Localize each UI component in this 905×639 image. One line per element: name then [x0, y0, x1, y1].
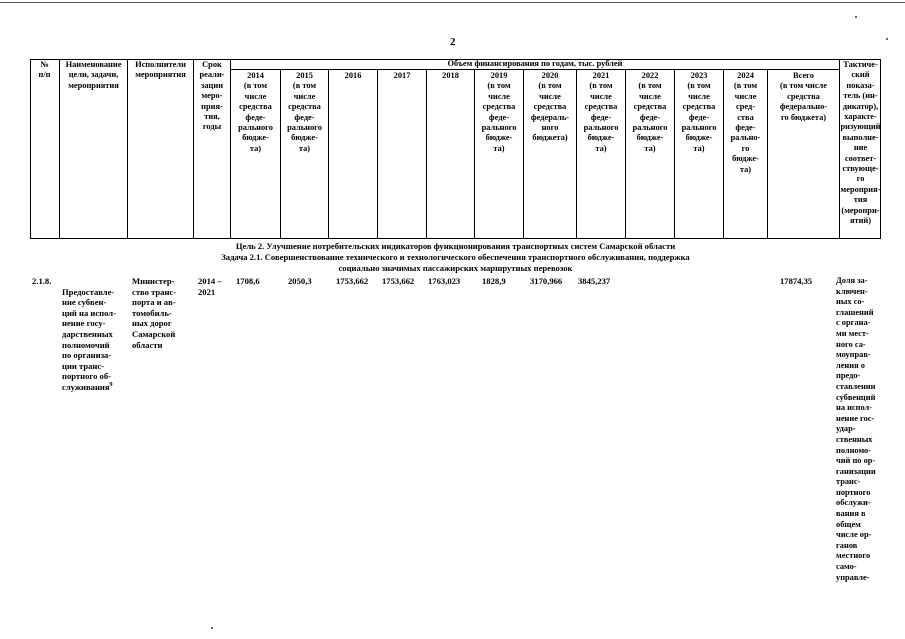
- header-fin-group: Объем финансирования по годам, тыс. рублей: [231, 59, 840, 70]
- row-name-cell: [62, 276, 128, 393]
- row-name-footnote: 9: [109, 382, 113, 389]
- row-value-2016: 1753,662: [336, 276, 369, 286]
- header-col-term: Срок реали- зации меро- прия- тия, годы: [194, 59, 231, 239]
- task-heading: Задача 2.1. Совершенствование технического и технологического обеспечения транспортного обслуживания, поддержка социально значимых пассажирских маршрутных перевозок: [221, 252, 690, 273]
- row-value-total: 17874,35: [780, 276, 813, 286]
- row-value-2018: 1763,023: [428, 276, 461, 286]
- goal-heading: Цель 2. Улучшение потребительских индикаторов функционирования транспортных систем Самарской области: [235, 241, 676, 251]
- row-indicator: Доля за- ключен- ных со- глашений с органа- ми мест- ного са- моуправ- ления о предо- ставлении субвенций на испол- нение гос- удар- ственных полномо- чий по ор- ганизации транс- портного обслужи- вания в общем числе ор- ганов местного само- управле-: [836, 276, 876, 582]
- header-year-2019: 2019 (в том числе средства феде- рального бюдже- та): [475, 70, 524, 239]
- row-name: Предоставле- ние субвен- ций на испол- нение госу- дарственных полномочий по организа- ции транс- портного об- служивания: [62, 286, 116, 392]
- header-year-2020: 2020 (в том числе средства федераль- ного бюджета): [524, 70, 577, 239]
- table-header: [30, 59, 881, 239]
- header-col-executor: Исполнители мероприятия: [128, 59, 194, 239]
- scan-speck: [886, 38, 888, 40]
- header-year-2018: 2018: [427, 70, 475, 239]
- scan-speck: [855, 16, 857, 18]
- header-col-number: № п/п: [30, 59, 60, 239]
- header-year-2024: 2024 (в том числе сред- ства феде- рально- го бюдже- та): [724, 70, 768, 239]
- row-value-2015: 2050,3: [288, 276, 312, 286]
- row-term: 2014 – 2021: [198, 276, 222, 297]
- row-number: 2.1.8.: [32, 276, 52, 286]
- header-year-2016: 2016: [329, 70, 378, 239]
- row-value-2017: 1753,662: [382, 276, 415, 286]
- row-executor: Министер- ство транс- порта и ав- томобиль- ных дорог Самарской области: [132, 276, 177, 350]
- scan-speck: [211, 627, 213, 629]
- top-rule: [0, 2, 905, 3]
- row-value-2021: 3845,237: [578, 276, 611, 286]
- header-total: Всего (в том числе средства федерально- го бюджета): [768, 70, 840, 239]
- header-year-2021: 2021 (в том числе средства феде- рального бюдже- та): [577, 70, 626, 239]
- header-year-2015: 2015 (в том числе средства феде- рального бюдже- та): [281, 70, 329, 239]
- page-number: 2: [450, 36, 456, 48]
- header-col-indicator: Тактиче- ский показа- тель (ин- дикатор), характе- ризующий выполне- ние соответ- ствующе- го мероприя- тия (меропри- ятий): [840, 59, 881, 239]
- row-value-2020: 3170,966: [530, 276, 563, 286]
- header-year-2023: 2023 (в том числе средства феде- рального бюдже- та): [675, 70, 724, 239]
- row-value-2019: 1828,9: [482, 276, 506, 286]
- row-value-2014: 1708,6: [236, 276, 260, 286]
- header-year-2022: 2022 (в том числе средства феде- рального бюдже- та): [626, 70, 675, 239]
- header-col-name: Наименование цели, задачи, мероприятия: [60, 59, 128, 239]
- header-year-2017: 2017: [378, 70, 427, 239]
- header-year-2014: 2014 (в том числе средства феде- рального бюдже- та): [231, 70, 281, 239]
